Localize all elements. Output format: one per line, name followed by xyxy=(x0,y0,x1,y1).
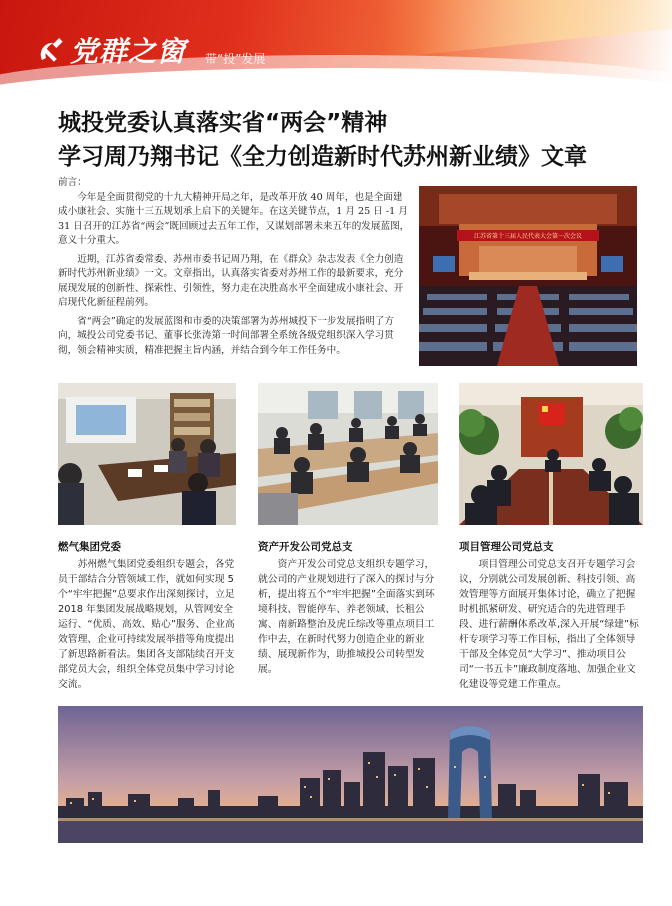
column-body: 资产开发公司党总支组织专题学习，就公司的产业规划进行了深入的探讨与分析，提出将五个“牢牢把握”全面落实到环境科技、智能停车、养老领域、长租公寓、南新路整治及虎丘综改等重点项目工作中去，在新时代努力创造企业的新业绩、展现新作为，助推城投公司转型发展。 xyxy=(258,559,435,675)
hall-banner-text: 江苏省第十三届人民代表大会第一次会议 xyxy=(473,233,583,240)
lead-paragraph: 近期，江苏省委常委、苏州市委书记周乃翔，在《群众》杂志发表《全力创造新时代苏州新业绩》一文。文章指出，认真落实省委对苏州工作的最新要求，充分展现发展的创新性、探索性、引领性，努力走在决胜高水平全面建成小康社会、开启现代化新征程前列。 xyxy=(58,253,404,308)
hammer-sickle-icon xyxy=(36,38,66,68)
column-gas-group xyxy=(58,540,238,692)
lead-label: 前言： xyxy=(58,177,87,188)
header-banner xyxy=(0,0,672,96)
column-project-mgmt xyxy=(459,540,645,692)
column-heading: 项目管理公司党总支 xyxy=(459,541,554,553)
column-body: 苏州燃气集团党委组织专题会，各党员干部结合分管领域工作，就如何实现 5 个“牢牢把握”总要求作出深刻探讨，立足 2018 年集团发展战略规划，从管网安全运行、“优质、高效、贴心”服务、企业高效管理、企业可持续发展举措等角度提出了新思路新看法。集团各支部陆续召开支部党员大会，组织全体党员集中学习讨论交流。 xyxy=(58,559,235,690)
asset-dev-study-photo xyxy=(258,383,438,525)
city-skyline-photo xyxy=(58,706,643,843)
section-tag: 带“投”发展 xyxy=(205,52,266,66)
project-mgmt-meeting-photo xyxy=(459,383,643,525)
lead-paragraph: 省“两会”确定的发展蓝图和市委的决策部署为苏州城投下一步发展指明了方向，城投公司党委书记、董事长张涛第一时间部署全系统各级党组织深入学习贯彻，领会精神实质，精准把握主旨内涵，并结合到今年工作任务中。 xyxy=(58,315,394,356)
article-title-line1: 城投党委认真落实省“两会”精神 xyxy=(58,110,388,136)
brand-title: 党群之窗 xyxy=(70,35,187,68)
column-heading: 燃气集团党委 xyxy=(58,541,121,553)
lead-paragraph: 今年是全面贯彻党的十九大精神开局之年，是改革开放 40 周年，也是全面建成小康社会、实施十三五规划承上启下的关键年。在这关键节点，1 月 25 日 -1 月 31 日召开的江苏省“两会”既回顾过去五年工作，又谋划部署未来五年的发展蓝图，意义十分重大。 xyxy=(58,191,410,246)
banner-light-streak xyxy=(378,0,672,59)
column-asset-dev xyxy=(258,540,440,677)
article-title-line2: 学习周乃翔书记《全力创造新时代苏州新业绩》文章 xyxy=(58,144,587,170)
article-lead xyxy=(58,176,410,362)
column-body: 项目管理公司党总支召开专题学习会议，分别就公司发展创新、科技引领、高效管理等方面展开集体讨论，确立了把握时机抓紧研发、研究适合的先进管理手段、进行薪酬体系改革,深入开展“绿建”标杆专项学习等工作目标，指出了全体领导干部及全体党员“大学习”、推动项目公司“一书五卡”廉政制度落地、加强企业文化建设等党建工作重点。 xyxy=(459,559,639,690)
assembly-hall-photo xyxy=(419,186,637,366)
gas-group-meeting-photo xyxy=(58,383,236,525)
column-heading: 资产开发公司党总支 xyxy=(258,541,353,553)
